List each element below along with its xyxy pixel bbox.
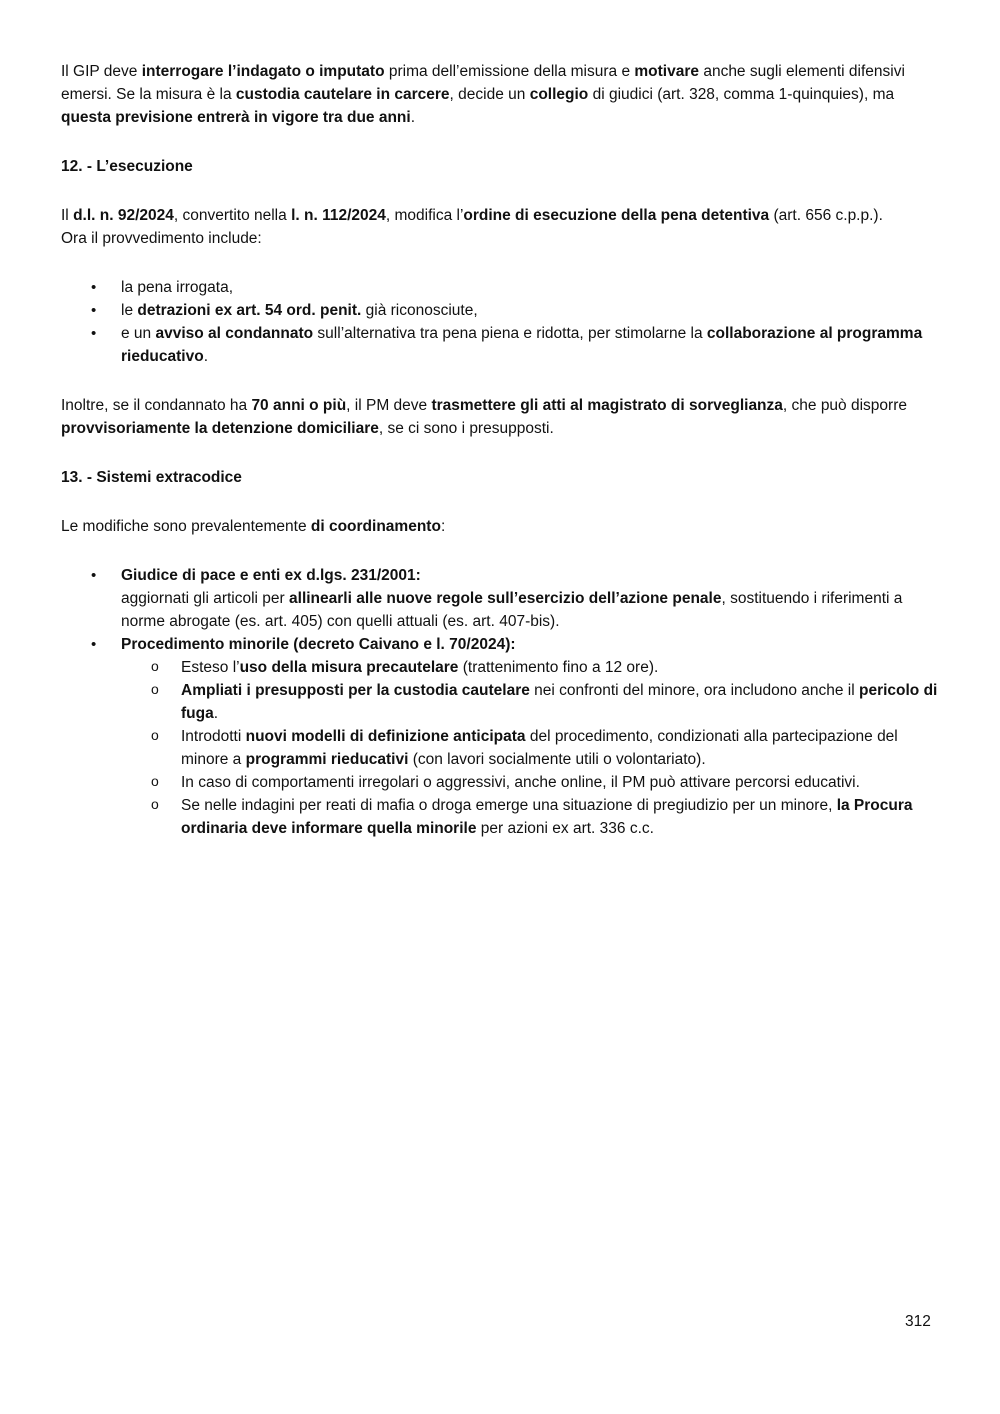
sub-list-item: o Esteso l’uso della misura precautelare (trattenimento fino a 12 ore). — [121, 656, 941, 679]
page-number: 312 — [905, 1313, 931, 1330]
list-item: • Giudice di pace e enti ex d.lgs. 231/2001: aggiornati gli articoli per allinearli alle nuove regole sull’esercizio dell’azione penale, sostituendo i riferimenti a norme abrogate (es. art. 405) con quelli attuali (es. art. 407-bis). — [61, 564, 941, 633]
list-item: • le detrazioni ex art. 54 ord. penit. già riconosciute, — [61, 299, 941, 322]
sub-list-item: o Ampliati i presupposti per la custodia cautelare nei confronti del minore, ora includono anche il pericolo di fuga. — [121, 679, 941, 725]
intro-paragraph: Il GIP deve interrogare l’indagato o imputato prima dell’emissione della misura e motivare anche sugli elementi difensivi emersi. Se la misura è la custodia cautelare in carcere, decide un collegio di giudici (art. 328, comma 1-quinquies), ma questa previsione entrerà in vigore tra due anni. — [61, 63, 905, 126]
section-12-paragraph-3: Inoltre, se il condannato ha 70 anni o più, il PM deve trasmettere gli atti al magistrato di sorveglianza, che può disporre provvisoriamente la detenzione domiciliare, se ci sono i presupposti. — [61, 397, 907, 437]
section-13-paragraph-1: Le modifiche sono prevalentemente di coordinamento: — [61, 518, 446, 535]
sub-list-item: o Se nelle indagini per reati di mafia o droga emerge una situazione di pregiudizio per un minore, la Procura ordinaria deve informare quella minorile per azioni ex art. 336 c.c. — [121, 794, 941, 840]
section-12-list — [61, 276, 941, 368]
section-13-list — [61, 564, 941, 840]
sub-list-item: o In caso di comportamenti irregolari o aggressivi, anche online, il PM può attivare percorsi educativi. — [121, 771, 941, 794]
page-content — [61, 60, 941, 840]
list-item: • la pena irrogata, — [61, 276, 941, 299]
section-13-heading: 13. - Sistemi extracodice — [61, 469, 242, 486]
section-12-paragraph-2: Ora il provvedimento include: — [61, 230, 262, 247]
sub-list-item: o Introdotti nuovi modelli di definizione anticipata del procedimento, condizionati alla partecipazione del minore a programmi rieducativi (con lavori socialmente utili o volontariato). — [121, 725, 941, 771]
section-12-paragraph-1: Il d.l. n. 92/2024, convertito nella l. n. 112/2024, modifica l’ordine di esecuzione della pena detentiva (art. 656 c.p.p.). — [61, 207, 883, 224]
list-item: • e un avviso al condannato sull’alternativa tra pena piena e ridotta, per stimolarne la collaborazione al programma rieducativo. — [61, 322, 941, 368]
list-item: • Procedimento minorile (decreto Caivano e l. 70/2024): o Esteso l’uso della misura precautelare (trattenimento fino a 12 ore). o Ampliati i presupposti per la custodia cautelare nei confronti del minore, ora includono anche il pericolo di fuga. o Introdotti nuovi modelli di definizione anticipata del procedimento, condizionati alla partecipazione del minore a programmi rieducativi (con lavori socialmente utili o volontariato). o In caso di comportamenti irregolari o aggressivi, anche online, il PM può attivare percorsi educativi. o Se nelle indagini per reati di mafia o droga emerge una situazione di pregiudizio per un minore, la Procura ordinaria deve informare quella minorile per azioni ex art. 336 c.c. — [61, 633, 941, 840]
sub-list — [121, 656, 941, 840]
section-12-heading: 12. - L’esecuzione — [61, 158, 193, 175]
